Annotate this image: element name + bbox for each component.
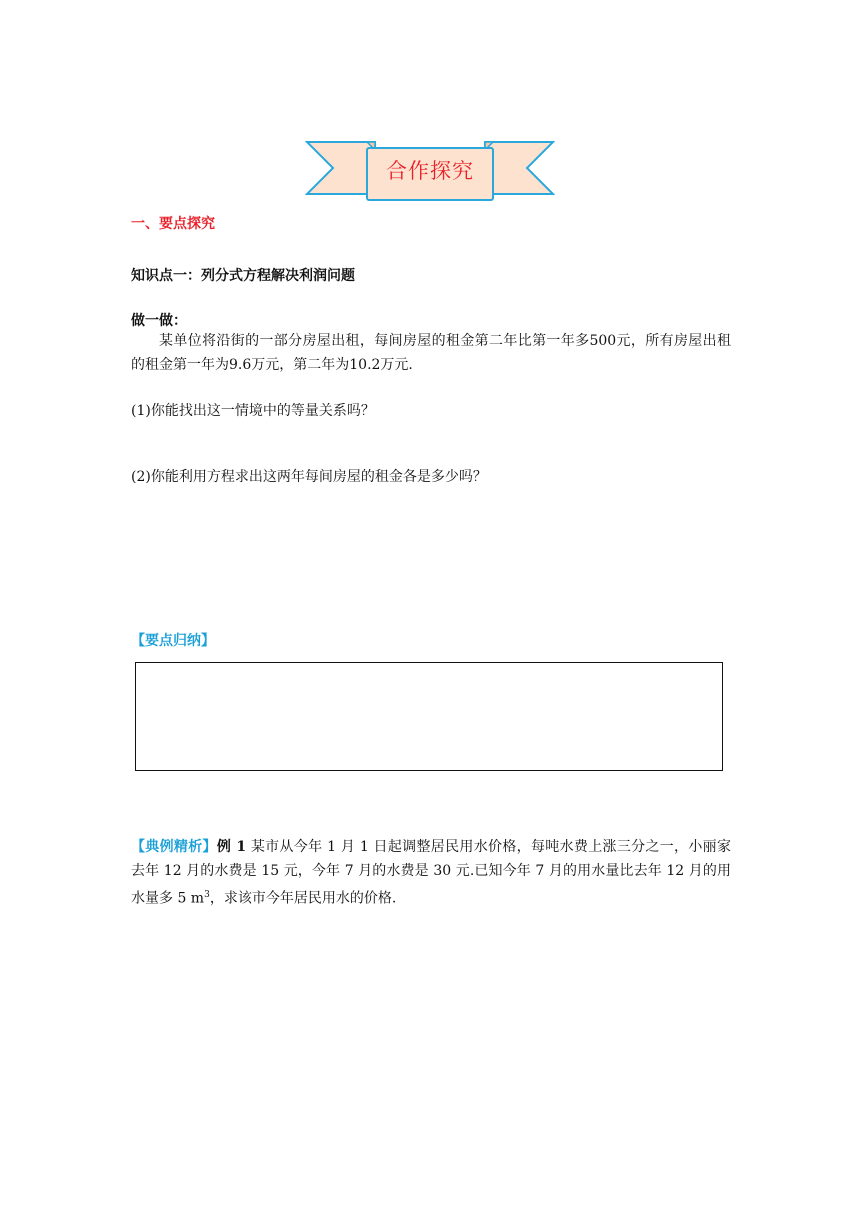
banner-title: 合作探究 (386, 159, 474, 183)
question-1: (1)你能找出这一情境中的等量关系吗？ (131, 403, 375, 419)
question-2: (2)你能利用方程求出这两年每间房屋的租金各是多少吗？ (131, 469, 487, 485)
section-banner (305, 136, 555, 204)
try-it-label: 做一做： (131, 313, 187, 329)
summary-answer-box[interactable] (135, 662, 723, 771)
example-label: 例 1 (216, 839, 247, 855)
problem-text: 某单位将沿街的一部分房屋出租，每间房屋的租金第二年比第一年多500元，所有房屋出租的租金第一年为9.6万元，第二年为10.2万元. (131, 333, 731, 373)
example-text-b: ，求该市今年居民用水的价格. (209, 890, 397, 907)
example-tag: 【典例精析】 (131, 839, 217, 855)
example-text-a: 某市从今年 1 月 1 日起调整居民用水价格，每吨水费上涨三分之一，小丽家去年 12 月的水费是 15 元，今年 7 月的水费是 30 元.已知今年 7 月的用水量比去年 12 月的用水量多 5 m (131, 839, 731, 907)
cubic-superscript: 3 (204, 890, 210, 900)
summary-label: 【要点归纳】 (131, 633, 215, 649)
section-heading: 一、要点探究 (131, 216, 215, 232)
example-paragraph (131, 835, 731, 911)
knowledge-point-title: 知识点一：列分式方程解决利润问题 (131, 268, 355, 284)
